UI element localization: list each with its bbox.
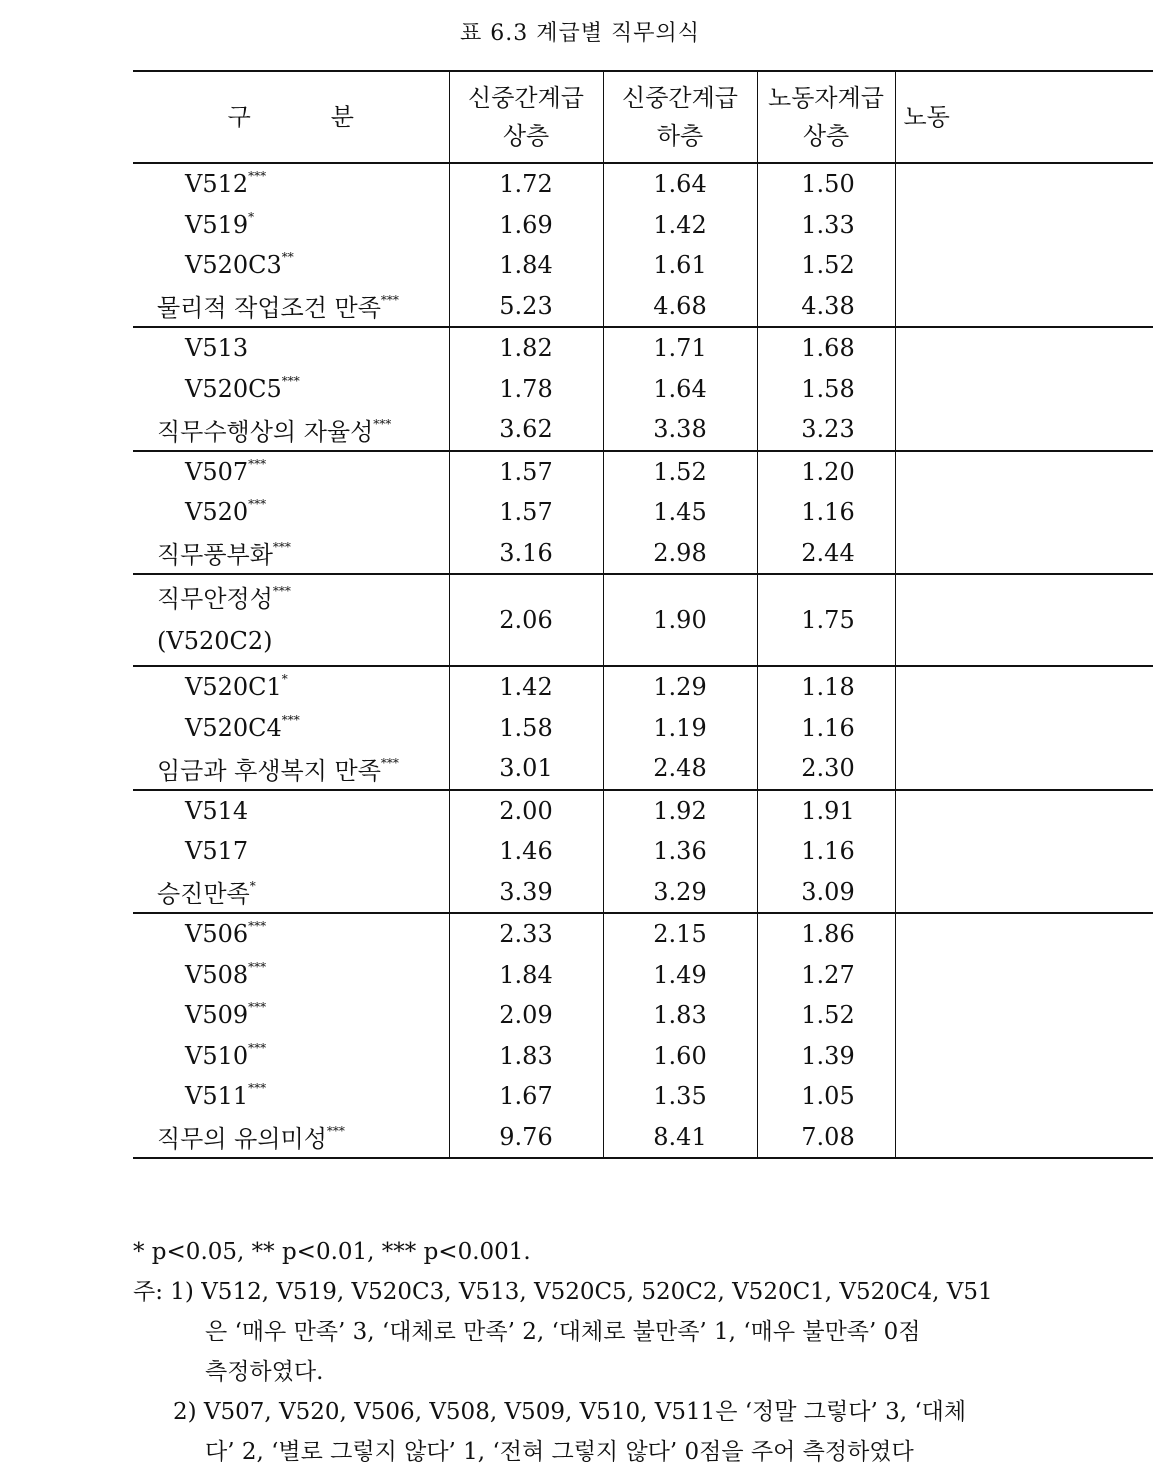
row-label: V513 [185,334,249,363]
significance-marker: *** [272,540,291,555]
row-label-cell [133,872,449,914]
table-row [133,995,1153,1036]
value-cell-col-3: 1.16 [757,492,895,533]
table-row [133,533,1153,575]
value-cell-col-3: 1.05 [757,1076,895,1117]
note-2-line-1: 2) V507, V520, V506, V508, V509, V510, V511은 ‘정말 그렇다’ 3, ‘대체 [173,1399,967,1425]
value-cell-col-2: 4.68 [603,286,757,328]
value-cell-col-4 [895,327,1153,369]
value-cell-col-1: 1.72 [449,163,603,205]
significance-marker: *** [272,584,291,598]
row-label: 직무안정성 [157,585,273,613]
value-cell-col-2: 1.19 [603,708,757,749]
significance-note: * p<0.05, ** p<0.01, *** p<0.001. [133,1239,531,1265]
value-cell-col-2: 3.29 [603,872,757,914]
value-cell-col-2: 1.64 [603,163,757,205]
row-label: V509 [185,1001,249,1030]
value-cell-col-3: 1.18 [757,666,895,708]
header-col-4 [895,71,1153,163]
value-cell-col-3: 1.16 [757,831,895,872]
row-label-cell [133,245,449,286]
value-cell-col-4 [895,666,1153,708]
row-label-cell [133,708,449,749]
value-cell-col-1: 3.39 [449,872,603,914]
table-notes [133,1232,1033,1472]
table-row [133,163,1153,205]
row-label: V512 [185,170,249,199]
value-cell-col-3: 2.30 [757,748,895,790]
value-cell-col-3: 1.20 [757,451,895,493]
row-label-cell [133,913,449,955]
table-row [133,708,1153,749]
significance-marker: * [281,672,288,687]
value-cell-col-4 [895,286,1153,328]
header-col-2-line1: 신중간계급 [622,84,738,112]
value-cell-col-4 [895,913,1153,955]
value-cell-col-2: 3.38 [603,409,757,451]
value-cell-col-3: 2.44 [757,533,895,575]
value-cell-col-2: 1.29 [603,666,757,708]
table-row [133,574,1153,666]
value-cell-col-1: 2.06 [449,574,603,666]
value-cell-col-1: 3.62 [449,409,603,451]
header-col-1-line2: 상층 [502,122,550,150]
significance-marker: *** [373,416,392,431]
value-cell-col-1: 1.84 [449,245,603,286]
table-row [133,286,1153,328]
value-cell-col-4 [895,748,1153,790]
value-cell-col-2: 1.60 [603,1036,757,1077]
header-col-2 [603,71,757,163]
value-cell-col-2: 1.64 [603,369,757,410]
significance-marker: *** [248,497,267,512]
row-label-cell [133,327,449,369]
value-cell-col-4 [895,163,1153,205]
job-consciousness-table [133,70,1153,1159]
value-cell-col-4 [895,369,1153,410]
row-label-cell [133,995,449,1036]
value-cell-col-3: 4.38 [757,286,895,328]
value-cell-col-4 [895,955,1153,996]
row-label: V511 [185,1082,249,1111]
value-cell-col-4 [895,1076,1153,1117]
row-label: V520C4 [185,713,282,742]
value-cell-col-1: 3.16 [449,533,603,575]
row-label: V507 [185,457,249,486]
value-cell-col-4 [895,1036,1153,1077]
value-cell-col-4 [895,205,1153,246]
row-label: V517 [185,837,249,866]
significance-marker: *** [281,373,300,388]
row-label: V520C1 [185,673,282,702]
value-cell-col-2: 1.42 [603,205,757,246]
significance-marker: *** [248,169,267,184]
table-row [133,872,1153,914]
value-cell-col-4 [895,533,1153,575]
header-row [133,71,1153,163]
value-cell-col-3: 1.52 [757,245,895,286]
value-cell-col-1: 1.46 [449,831,603,872]
row-label-cell [133,163,449,205]
row-label: V520 [185,498,249,527]
value-cell-col-2: 2.48 [603,748,757,790]
row-label-cell [133,1117,449,1159]
table-row [133,205,1153,246]
value-cell-col-1: 2.09 [449,995,603,1036]
row-label: V514 [185,796,249,825]
value-cell-col-3: 1.86 [757,913,895,955]
row-label-cell [133,1036,449,1077]
row-label-cell [133,409,449,451]
row-label-cell [133,748,449,790]
value-cell-col-4 [895,872,1153,914]
value-cell-col-2: 1.92 [603,790,757,832]
note-1-line-3: 측정하였다. [205,1359,324,1385]
row-label: 직무의 유의미성 [157,1125,327,1154]
value-cell-col-2: 1.45 [603,492,757,533]
value-cell-col-1: 1.58 [449,708,603,749]
row-label-cell [133,451,449,493]
table-row [133,1036,1153,1077]
value-cell-col-2: 1.83 [603,995,757,1036]
value-cell-col-3: 1.58 [757,369,895,410]
value-cell-col-2: 1.71 [603,327,757,369]
value-cell-col-1: 5.23 [449,286,603,328]
row-label-cell [133,666,449,708]
value-cell-col-1: 1.67 [449,1076,603,1117]
table-row [133,492,1153,533]
significance-marker: *** [248,1000,267,1015]
row-label-cell [133,955,449,996]
value-cell-col-1: 2.33 [449,913,603,955]
row-label: 직무풍부화 [157,541,273,570]
value-cell-col-4 [895,574,1153,666]
row-label: V506 [185,920,249,949]
table-row [133,451,1153,493]
value-cell-col-3: 1.75 [757,574,895,666]
row-label: V519 [185,210,249,239]
value-cell-col-3: 3.09 [757,872,895,914]
significance-marker: *** [380,755,399,770]
table-row [133,1076,1153,1117]
value-cell-col-2: 2.98 [603,533,757,575]
value-cell-col-1: 2.00 [449,790,603,832]
table-row [133,913,1153,955]
row-label-cell [133,1076,449,1117]
table-row [133,831,1153,872]
value-cell-col-3: 1.16 [757,708,895,749]
table-row [133,409,1153,451]
value-cell-col-4 [895,790,1153,832]
value-cell-col-3: 7.08 [757,1117,895,1159]
significance-marker: *** [248,456,267,471]
header-col-3-line1: 노동자계급 [768,84,884,112]
significance-marker: * [249,879,256,894]
row-label: 임금과 후생복지 만족 [157,756,381,785]
value-cell-col-3: 1.33 [757,205,895,246]
value-cell-col-1: 1.83 [449,1036,603,1077]
header-col-3 [757,71,895,163]
value-cell-col-3: 1.52 [757,995,895,1036]
value-cell-col-4 [895,451,1153,493]
row-label-cell [133,533,449,575]
row-label-cell [133,790,449,832]
header-label-cell [133,71,449,163]
row-label-cell [133,492,449,533]
value-cell-col-1: 1.84 [449,955,603,996]
value-cell-col-4 [895,831,1153,872]
value-cell-col-3: 1.39 [757,1036,895,1077]
header-col-4-line1: 노동 [903,103,950,131]
significance-marker: *** [380,293,399,308]
value-cell-col-1: 9.76 [449,1117,603,1159]
value-cell-col-1: 1.57 [449,451,603,493]
value-cell-col-1: 1.42 [449,666,603,708]
value-cell-col-2: 1.52 [603,451,757,493]
header-col-1-line1: 신중간계급 [468,84,584,112]
row-label: V510 [185,1041,249,1070]
table-row [133,666,1153,708]
value-cell-col-2: 2.15 [603,913,757,955]
note-1-line-2: 은 ‘매우 만족’ 3, ‘대체로 만족’ 2, ‘대체로 불만족’ 1, ‘매우 불만족’ 0점 [205,1319,921,1345]
note-2-line-2: 다’ 2, ‘별로 그렇지 않다’ 1, ‘전혀 그렇지 않다’ 0점을 주어 측정하였다 [205,1439,914,1465]
value-cell-col-2: 1.49 [603,955,757,996]
table-row [133,790,1153,832]
row-label: 직무수행상의 자율성 [157,417,374,446]
value-cell-col-3: 1.27 [757,955,895,996]
table-row [133,327,1153,369]
table-title: 표 6.3 계급별 직무의식 [460,21,700,46]
significance-marker: *** [248,1081,267,1096]
value-cell-col-4 [895,995,1153,1036]
value-cell-col-4 [895,492,1153,533]
table-row [133,245,1153,286]
header-col-1 [449,71,603,163]
row-label: V520C3 [185,251,282,280]
significance-marker: *** [281,712,300,727]
header-col-3-line2: 상층 [802,122,850,150]
header-label-right: 분 [330,103,354,131]
row-label: V508 [185,960,249,989]
row-label: V520C5 [185,374,282,403]
row-label-cell [133,286,449,328]
row-label: 승진만족 [157,880,250,909]
value-cell-col-1: 3.01 [449,748,603,790]
value-cell-col-4 [895,1117,1153,1159]
value-cell-col-2: 1.35 [603,1076,757,1117]
table-body [133,163,1153,1158]
significance-marker: *** [248,959,267,974]
significance-marker: *** [248,1040,267,1055]
value-cell-col-3: 1.50 [757,163,895,205]
value-cell-col-1: 1.69 [449,205,603,246]
value-cell-col-1: 1.57 [449,492,603,533]
value-cell-col-4 [895,708,1153,749]
significance-marker: *** [326,1124,345,1139]
significance-marker: *** [248,919,267,934]
value-cell-col-2: 1.36 [603,831,757,872]
value-cell-col-1: 1.82 [449,327,603,369]
value-cell-col-4 [895,409,1153,451]
header-col-2-line2: 하층 [656,122,704,150]
row-label-cell [133,369,449,410]
significance-marker: * [248,209,255,224]
value-cell-col-4 [895,245,1153,286]
table-row [133,369,1153,410]
value-cell-col-2: 1.61 [603,245,757,286]
row-label-cell [133,574,449,666]
value-cell-col-3: 1.68 [757,327,895,369]
value-cell-col-3: 1.91 [757,790,895,832]
significance-marker: ** [281,250,294,265]
row-label: 물리적 작업조건 만족 [157,294,381,323]
row-label-sub: (V520C2) [157,627,273,655]
table-row [133,1117,1153,1159]
value-cell-col-2: 8.41 [603,1117,757,1159]
row-label-cell [133,831,449,872]
table-row [133,748,1153,790]
value-cell-col-3: 3.23 [757,409,895,451]
row-label-cell [133,205,449,246]
value-cell-col-2: 1.90 [603,574,757,666]
value-cell-col-1: 1.78 [449,369,603,410]
note-1-line-1: 주: 1) V512, V519, V520C3, V513, V520C5, 520C2, V520C1, V520C4, V51 [133,1279,993,1305]
table-row [133,955,1153,996]
header-label-left: 구 [227,103,251,131]
